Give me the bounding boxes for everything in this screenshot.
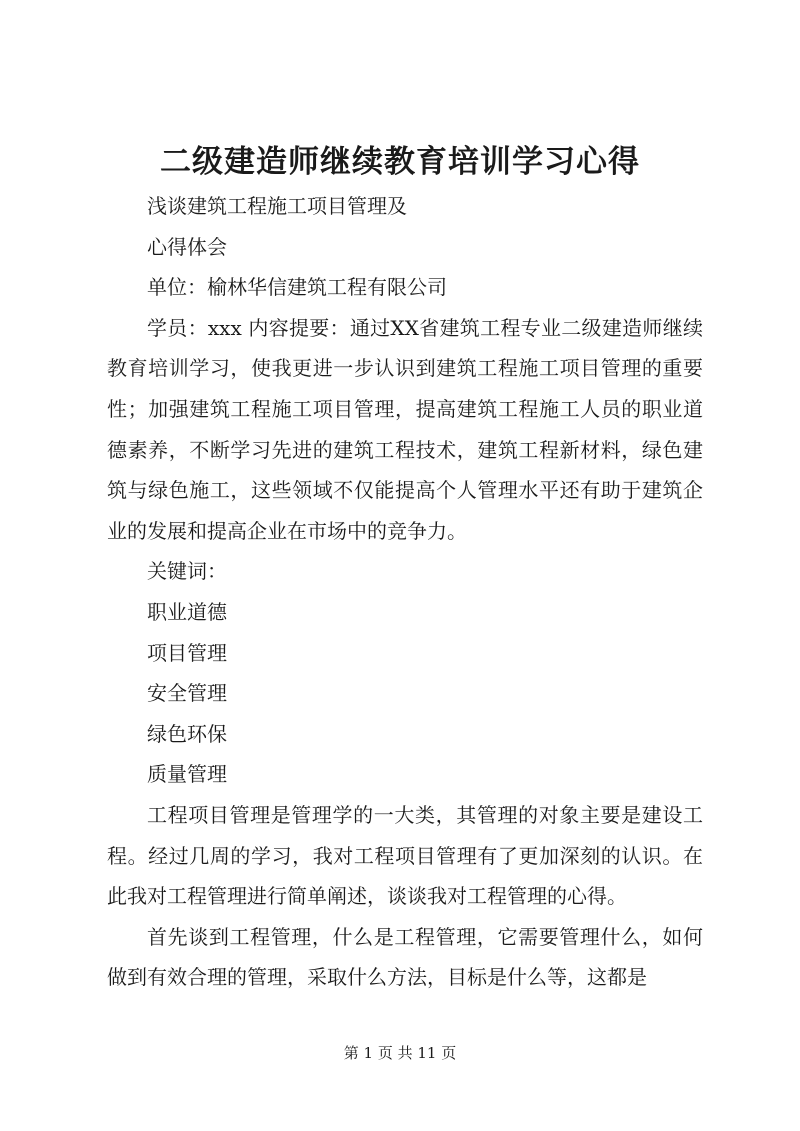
subtitle-line-1: 浅谈建筑工程施工项目管理及 — [147, 194, 407, 218]
document-title: 二级建造师继续教育培训学习心得 — [160, 144, 640, 180]
keyword-item: 项目管理 — [147, 640, 227, 665]
keywords-label: 关键词： — [147, 559, 227, 584]
document-body — [107, 186, 703, 998]
keyword-item: 职业道德 — [147, 599, 227, 624]
abstract-paragraph: 学员：xxx 内容提要：通过XX省建筑工程专业二级建造师继续教育培训学习，使我更进一步认识到建筑工程施工项目管理的重要性；加强建筑工程施工项目管理，提高建筑工程施工人员的职业道德素养，不断学习先进的建筑工程技术，建筑工程新材料，绿色建筑与绿色施工，这些领域不仅能提高个人管理水平还有助于建筑企业的发展和提高企业在市场中的竞争力。 — [107, 315, 703, 543]
body-paragraph-1: 工程项目管理是管理学的一大类，其管理的对象主要是建设工程。经过几周的学习，我对工程项目管理有了更加深刻的认识。在此我对工程管理进行简单阐述，谈谈我对工程管理的心得。 — [107, 802, 703, 909]
subtitle-line-2: 心得体会 — [147, 234, 227, 259]
keyword-item: 质量管理 — [147, 762, 227, 787]
keyword-item: 绿色环保 — [147, 721, 227, 746]
organization-line: 单位：榆林华信建筑工程有限公司 — [147, 275, 447, 300]
keyword-item: 安全管理 — [147, 681, 227, 706]
page-number-footer: 第 1 页 共 11 页 — [343, 1044, 457, 1062]
body-paragraph-2: 首先谈到工程管理，什么是工程管理，它需要管理什么，如何做到有效合理的管理，采取什么方法，目标是什么等，这都是 — [107, 924, 703, 990]
